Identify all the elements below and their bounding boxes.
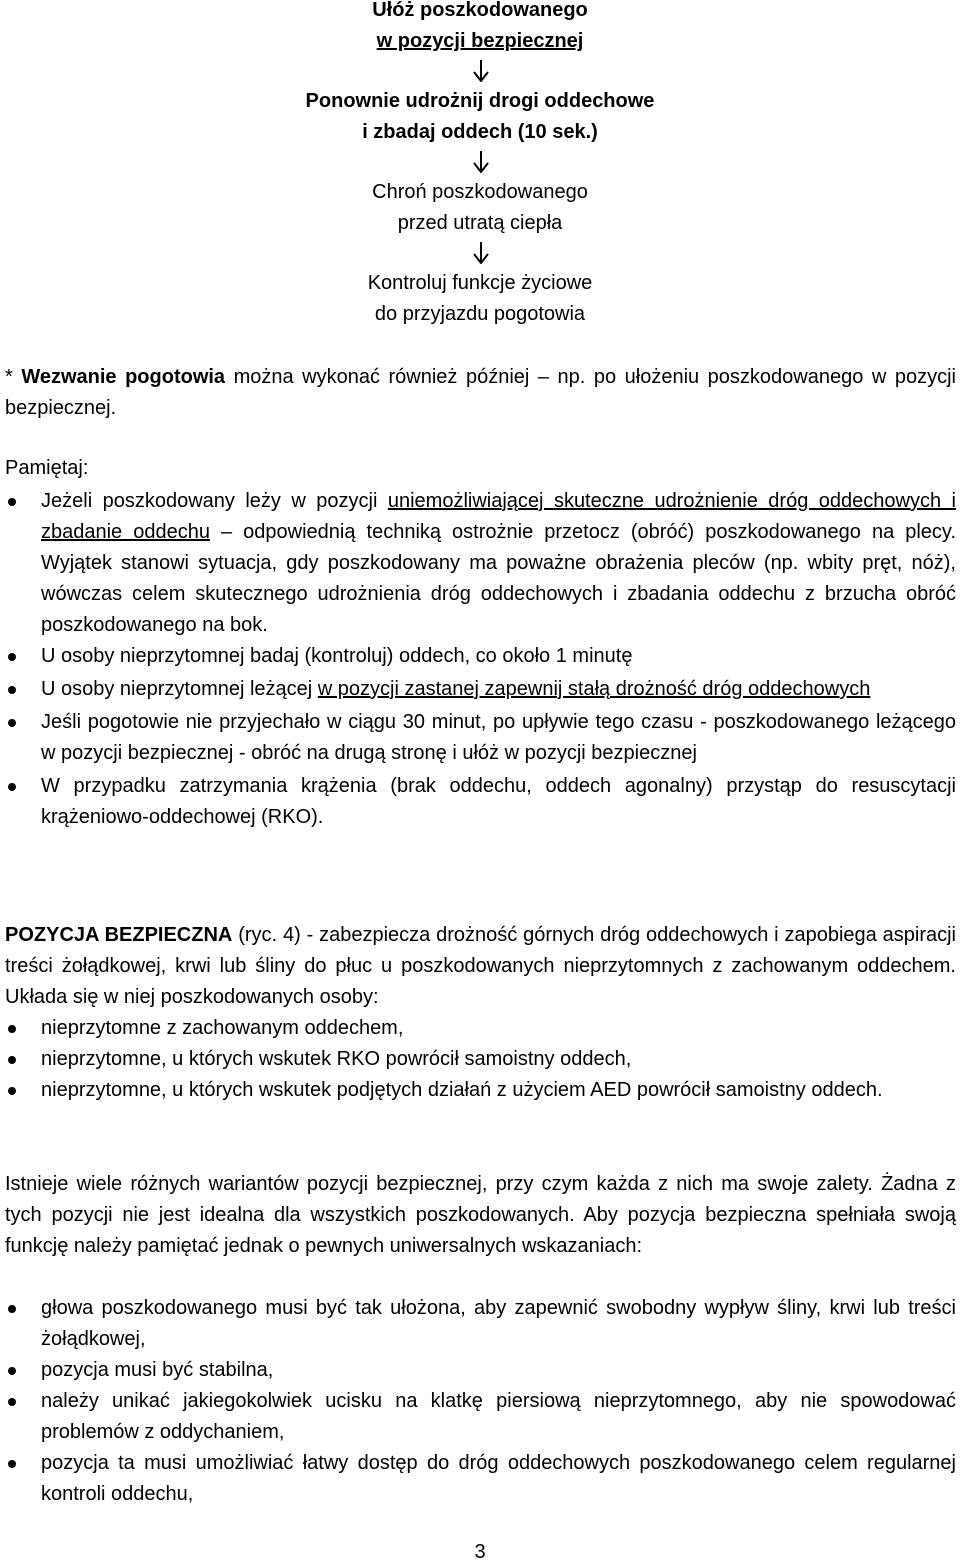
list-item: W przypadku zatrzymania krążenia (brak oddechu, oddech agonalny) przystąp do resuscytacji krążeniowo-oddechowej (RKO). xyxy=(0,771,956,833)
ambulance-note xyxy=(5,362,956,424)
flow-step-line: do przyjazdu pogotowia xyxy=(374,303,586,325)
variants-list xyxy=(0,1293,956,1510)
note-bold: Wezwanie pogotowia xyxy=(21,366,226,388)
list-item: nieprzytomne, u których wskutek podjętych działań z użyciem AED powrócił samoistny oddech. xyxy=(0,1075,956,1106)
flow-step-monitor-vitals xyxy=(0,268,960,330)
safe-position-title: POZYCJA BEZPIECZNA xyxy=(5,924,233,946)
remember-heading: Pamiętaj: xyxy=(5,457,89,479)
down-arrow-icon xyxy=(473,151,489,173)
flow-step-protect-heat xyxy=(0,177,960,239)
note-prefix: * xyxy=(5,366,22,388)
down-arrow-icon xyxy=(473,242,489,264)
flow-step-line: Chroń poszkodowanego xyxy=(372,181,588,203)
list-item: Jeżeli poszkodowany leży w pozycji uniemożliwiającej skuteczne udrożnienie dróg oddechowych i zbadanie oddechu – odpowiednią techniką ostrożnie przetocz (obróć) poszkodowanego na plecy. Wyjątek stanowi sytuacja, gdy poszkodowany ma poważne obrażenia pleców (np. wbity pręt, nóż), wówczas celem skutecznego udrożnienia dróg oddechowych i zbadania oddechu z brzucha obróć poszkodowanego na bok. xyxy=(0,486,956,641)
list-item: U osoby nieprzytomnej leżącej w pozycji zastanej zapewnij stałą drożność dróg oddechowych xyxy=(0,674,956,705)
flow-step-line: Ponownie udrożnij drogi oddechowe xyxy=(305,90,655,112)
flow-step-line: i zbadaj oddech (10 sek.) xyxy=(362,121,598,143)
safe-position-list xyxy=(0,1013,956,1106)
note-text: można wykonać również później – np. po ułożeniu poszkodowanego w pozycji bezpiecznej. xyxy=(5,366,956,419)
flow-step-place-safe-position xyxy=(0,0,960,57)
remember-list xyxy=(0,486,956,833)
flow-step-line: Kontroluj funkcje życiowe xyxy=(367,272,593,294)
flow-step-line: w pozycji bezpiecznej xyxy=(376,30,584,52)
list-item: nieprzytomne, u których wskutek RKO powrócił samoistny oddech, xyxy=(0,1044,956,1075)
flow-step-line: przed utratą ciepła xyxy=(397,212,563,234)
list-item: pozycja ta musi umożliwiać łatwy dostęp do dróg oddechowych poszkodowanego celem regularnej kontroli oddechu, xyxy=(0,1448,956,1510)
page-number: 3 xyxy=(474,1541,486,1563)
flow-step-line: Ułóż poszkodowanego xyxy=(372,0,588,21)
list-item: głowa poszkodowanego musi być tak ułożona, aby zapewnić swobodny wypływ śliny, krwi lub treści żołądkowej, xyxy=(0,1293,956,1355)
list-item: Jeśli pogotowie nie przyjechało w ciągu 30 minut, po upływie tego czasu - poszkodowanego leżącego w pozycji bezpiecznej - obróć na drugą stronę i ułóż w pozycji bezpiecznej xyxy=(0,707,956,769)
down-arrow-icon xyxy=(473,60,489,82)
list-item: należy unikać jakiegokolwiek ucisku na klatkę piersiową nieprzytomnego, aby nie spowodować problemów z oddychaniem, xyxy=(0,1386,956,1448)
list-item: nieprzytomne z zachowanym oddechem, xyxy=(0,1013,956,1044)
safe-position-paragraph xyxy=(5,920,956,1013)
list-item: U osoby nieprzytomnej badaj (kontroluj) oddech, co około 1 minutę xyxy=(0,641,956,672)
safe-position-text: (ryc. 4) - zabezpiecza drożność górnych dróg oddechowych i zapobiega aspiracji treści żołądkowej, krwi lub śliny do płuc u poszkodowanych nieprzytomnych z zachowanym oddechem. Układa się w niej poszkodowanych osoby: xyxy=(5,924,956,1008)
list-item: pozycja musi być stabilna, xyxy=(0,1355,956,1386)
variants-paragraph: Istnieje wiele różnych wariantów pozycji bezpiecznej, przy czym każda z nich ma swoje zalety. Żadna z tych pozycji nie jest idealna dla wszystkich poszkodowanych. Aby pozycja bezpieczna spełniała swoją funkcję należy pamiętać jednak o pewnych uniwersalnych wskazaniach: xyxy=(5,1173,956,1257)
flow-step-reopen-airway xyxy=(0,86,960,148)
